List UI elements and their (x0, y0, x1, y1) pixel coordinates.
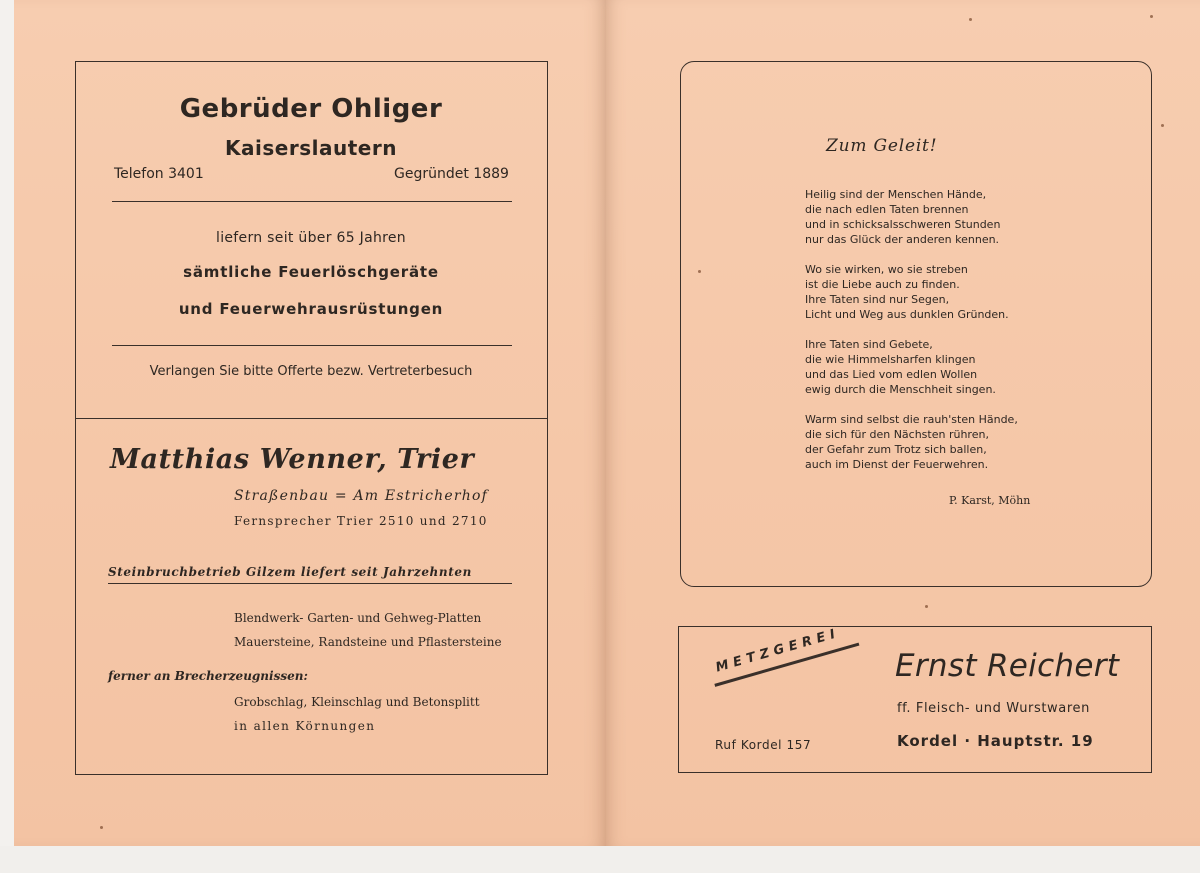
poem-line: Licht und Weg aus dunklen Gründen. (805, 308, 1009, 321)
poem-line: Wo sie wirken, wo sie streben (805, 263, 968, 276)
poem-title: Zum Geleit! (826, 136, 938, 156)
ad-divider (75, 418, 547, 419)
poem-line: auch im Dienst der Feuerwehren. (805, 458, 989, 471)
poem-line: die sich für den Nächsten rühren, (805, 428, 989, 441)
poem-line: Ihre Taten sind Gebete, (805, 338, 933, 351)
reichert-ad (679, 627, 1151, 772)
poem-line: die wie Himmelsharfen klingen (805, 353, 976, 366)
poem-line: Warm sind selbst die rauh'sten Hände, (805, 413, 1018, 426)
wenner-phone: Fernsprecher Trier 2510 und 2710 (234, 514, 488, 528)
reichert-address: Kordel · Hauptstr. 19 (897, 732, 1094, 750)
ohliger-request: Verlangen Sie bitte Offerte bezw. Vertreterbesuch (149, 364, 473, 379)
paper-speck (925, 605, 928, 608)
reichert-name: Ernst Reichert (895, 648, 1120, 684)
wenner-products1: Blendwerk- Garten- und Gehweg-Platten (234, 611, 482, 625)
poem-line: Ihre Taten sind nur Segen, (805, 293, 950, 306)
wenner-business: Straßenbau = Am Estricherhof (234, 488, 488, 504)
paper-speck (1150, 15, 1153, 18)
poem-line: der Gefahr zum Trotz sich ballen, (805, 443, 987, 456)
poem-line: und in schicksalsschweren Stunden (805, 218, 1001, 231)
wenner-products2: Mauersteine, Randsteine und Pflastersteine (234, 635, 502, 649)
wenner-ad (76, 420, 546, 772)
reichert-phone: Ruf Kordel 157 (715, 738, 812, 752)
ohliger-ad (76, 62, 546, 418)
paper-speck (698, 270, 701, 273)
wenner-quarry-underline (108, 583, 512, 584)
scan-margin (0, 846, 1200, 873)
wenner-products3: Grobschlag, Kleinschlag und Betonsplitt (234, 695, 480, 709)
poem-line: die nach edlen Taten brennen (805, 203, 969, 216)
wenner-ferner: ferner an Brecherzeugnissen: (108, 669, 308, 683)
ohliger-city: Kaiserslautern (225, 136, 397, 160)
wenner-quarry: Steinbruchbetrieb Gilzem liefert seit Jahrzehnten (108, 565, 472, 579)
ohliger-phone: Telefon 3401 (114, 166, 204, 182)
ohliger-line1: liefern seit über 65 Jahren (216, 230, 406, 246)
poem-line: nur das Glück der anderen kennen. (805, 233, 1000, 246)
poem-line: ewig durch die Menschheit singen. (805, 383, 996, 396)
paper-speck (969, 18, 972, 21)
ohliger-rule-bottom (112, 345, 512, 346)
poem-line: und das Lied vom edlen Wollen (805, 368, 978, 381)
wenner-products4: in allen Körnungen (234, 719, 376, 733)
poem-author: P. Karst, Möhn (949, 494, 1031, 507)
ohliger-name: Gebrüder Ohliger (179, 94, 443, 124)
paper-speck (1161, 124, 1164, 127)
wenner-name: Matthias Wenner, Trier (110, 444, 475, 475)
ohliger-line3: und Feuerwehrausrüstungen (178, 300, 444, 318)
poem-line: ist die Liebe auch zu finden. (805, 278, 960, 291)
reichert-tagline: ff. Fleisch- und Wurstwaren (897, 701, 1090, 716)
ohliger-rule-top (112, 201, 512, 202)
paper-speck (100, 826, 103, 829)
ohliger-line2: sämtliche Feuerlöschgeräte (183, 263, 439, 281)
poem (681, 62, 1151, 586)
metzgerei-label: METZGEREI (714, 625, 842, 676)
metzgerei-stamp (706, 614, 865, 707)
ohliger-founded: Gegründet 1889 (394, 166, 509, 182)
poem-line: Heilig sind der Menschen Hände, (805, 188, 987, 201)
